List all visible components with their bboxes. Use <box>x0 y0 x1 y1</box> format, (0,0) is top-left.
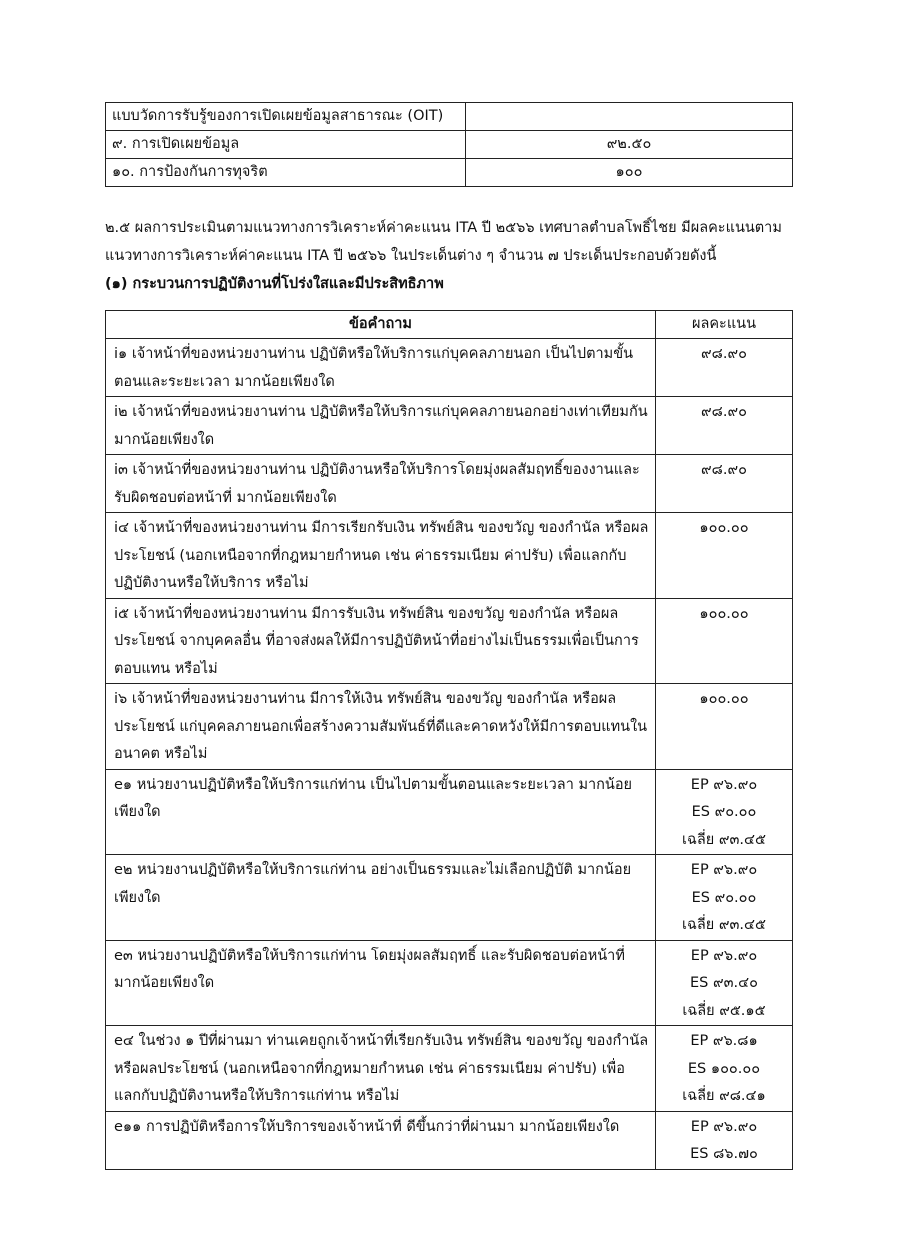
score-cell <box>656 339 793 397</box>
table-row <box>106 513 793 599</box>
question-cell: e๒ หน่วยงานปฏิบัติหรือให้บริการแก่ท่าน อย่างเป็นธรรมและไม่เลือกปฏิบัติ มากน้อยเพียงใด <box>106 855 656 941</box>
table-row <box>106 769 793 855</box>
table-row <box>106 131 793 159</box>
score-value: ๙๘.๙๐ <box>701 346 747 362</box>
table-row <box>106 1026 793 1112</box>
oit-table <box>105 102 793 187</box>
score-value: EP ๙๖.๙๐ <box>690 947 758 964</box>
score-value: EP ๙๖.๙๐ <box>690 1118 758 1135</box>
score-cell <box>656 940 793 1026</box>
score-cell <box>656 855 793 941</box>
question-cell: i๓ เจ้าหน้าที่ของหน่วยงานท่าน ปฏิบัติงานหรือให้บริการโดยมุ่งผลสัมฤทธิ์ของงานและรับผิดชอบต่อหน้าที่ มากน้อยเพียงใด <box>106 455 656 513</box>
score-cell <box>656 769 793 855</box>
question-cell: i๕ เจ้าหน้าที่ของหน่วยงานท่าน มีการรับเงิน ทรัพย์สิน ของขวัญ ของกำนัล หรือผลประโยชน์ จากบุคคลอื่น ที่อาจส่งผลให้มีการปฏิบัติหน้าที่อย่างไม่เป็นธรรมเพื่อเป็นการตอบแทน หรือไม่ <box>106 598 656 684</box>
score-cell <box>656 455 793 513</box>
oit-label: ๙. การเปิดเผยข้อมูล <box>106 131 466 159</box>
oit-score: ๙๒.๕๐ <box>466 131 793 159</box>
score-value: ES ๑๐๐.๐๐ <box>687 1060 761 1077</box>
score-value: เฉลี่ย ๙๘.๔๑ <box>682 1088 766 1104</box>
score-value: ES ๙๓.๔๐ <box>690 975 758 991</box>
score-table <box>105 310 793 1170</box>
question-cell: e๑๑ การปฏิบัติหรือการให้บริการของเจ้าหน้าที่ ดีขึ้นกว่าที่ผ่านมา มากน้อยเพียงใด <box>106 1111 656 1169</box>
score-value: ๑๐๐.๐๐ <box>699 605 749 622</box>
section-paragraph: ๒.๕ ผลการประเมินตามแนวทางการวิเคราะห์ค่าคะแนน ITA ปี ๒๕๖๖ เทศบาลตำบลโพธิ์ไชย มีผลคะแนนตามแนวทางการวิเคราะห์ค่าคะแนน ITA ปี ๒๕๖๖ ในประเด็นต่าง ๆ จำนวน ๗ ประเด็นประกอบด้วยดังนี้ <box>105 220 782 264</box>
question-cell: i๔ เจ้าหน้าที่ของหน่วยงานท่าน มีการเรียกรับเงิน ทรัพย์สิน ของขวัญ ของกำนัล หรือผลประโยชน์ (นอกเหนือจากที่กฎหมายกำหนด เช่น ค่าธรรมเนียม ค่าปรับ) เพื่อแลกกับปฏิบัติงานหรือให้บริการ หรือไม่ <box>106 513 656 599</box>
table-row <box>106 339 793 397</box>
header-score: ผลคะแนน <box>656 311 793 339</box>
score-value: เฉลี่ย ๙๓.๔๕ <box>682 831 766 848</box>
score-value: ๙๘.๙๐ <box>701 462 747 478</box>
question-cell: e๓ หน่วยงานปฏิบัติหรือให้บริการแก่ท่าน โดยมุ่งผลสัมฤทธิ์ และรับผิดชอบต่อหน้าที่มากน้อยเพียงใด <box>106 940 656 1026</box>
table-row <box>106 940 793 1026</box>
question-cell: i๑ เจ้าหน้าที่ของหน่วยงานท่าน ปฏิบัติหรือให้บริการแก่บุคคลภายนอก เป็นไปตามขั้นตอนและระยะเวลา มากน้อยเพียงใด <box>106 339 656 397</box>
table-row <box>106 455 793 513</box>
score-value: ๙๘.๙๐ <box>701 404 747 420</box>
score-value: EP ๙๖.๘๑ <box>690 1033 758 1049</box>
question-cell: i๒ เจ้าหน้าที่ของหน่วยงานท่าน ปฏิบัติหรือให้บริการแก่บุคคลภายนอกอย่างเท่าเทียมกัน มากน้อยเพียงใด <box>106 397 656 455</box>
score-value: ๑๐๐.๐๐ <box>699 520 749 536</box>
table-row <box>106 159 793 187</box>
table-row <box>106 684 793 770</box>
score-cell <box>656 1026 793 1112</box>
score-value: EP ๙๖.๙๐ <box>690 776 758 793</box>
question-cell: i๖ เจ้าหน้าที่ของหน่วยงานท่าน มีการให้เงิน ทรัพย์สิน ของขวัญ ของกำนัล หรือผลประโยชน์ แก่บุคคลภายนอกเพื่อสร้างความสัมพันธ์ที่ดีและคาดหวังให้มีการตอบแทนในอนาคต หรือไม่ <box>106 684 656 770</box>
score-value: ES ๘๖.๗๐ <box>690 1146 758 1162</box>
table-row <box>106 397 793 455</box>
table-row <box>106 598 793 684</box>
score-value: EP ๙๖.๙๐ <box>690 862 758 878</box>
section-text <box>105 214 795 298</box>
table-row <box>106 1111 793 1169</box>
header-question: ข้อคำถาม <box>106 311 656 339</box>
oit-score <box>466 103 793 131</box>
score-value: เฉลี่ย ๙๓.๔๕ <box>682 917 766 933</box>
score-value: ๑๐๐.๐๐ <box>699 691 749 707</box>
oit-label: แบบวัดการรับรู้ของการเปิดเผยข้อมูลสาธารณะ (OIT) <box>106 103 466 131</box>
score-cell <box>656 513 793 599</box>
score-value: เฉลี่ย ๙๕.๑๕ <box>682 1002 766 1019</box>
table-row <box>106 103 793 131</box>
score-value: ES ๙๐.๐๐ <box>691 889 757 906</box>
score-table-header <box>106 311 793 339</box>
question-cell: e๑ หน่วยงานปฏิบัติหรือให้บริการแก่ท่าน เป็นไปตามขั้นตอนและระยะเวลา มากน้อยเพียงใด <box>106 769 656 855</box>
score-cell <box>656 397 793 455</box>
section-heading: (๑) กระบวนการปฏิบัติงานที่โปร่งใสและมีประสิทธิภาพ <box>105 276 444 292</box>
oit-score: ๑๐๐ <box>466 159 793 187</box>
score-cell <box>656 684 793 770</box>
oit-label: ๑๐. การป้องกันการทุจริต <box>106 159 466 187</box>
score-cell <box>656 1111 793 1169</box>
score-cell <box>656 598 793 684</box>
score-value: ES ๙๐.๐๐ <box>691 804 757 820</box>
table-row <box>106 855 793 941</box>
question-cell: e๔ ในช่วง ๑ ปีที่ผ่านมา ท่านเคยถูกเจ้าหน้าที่เรียกรับเงิน ทรัพย์สิน ของขวัญ ของกำนัล หรือผลประโยชน์ (นอกเหนือจากที่กฎหมายกำหนด เช่น ค่าธรรมเนียม ค่าปรับ) เพื่อแลกกับปฏิบัติงานหรือให้บริการแก่ท่าน หรือไม่ <box>106 1026 656 1112</box>
